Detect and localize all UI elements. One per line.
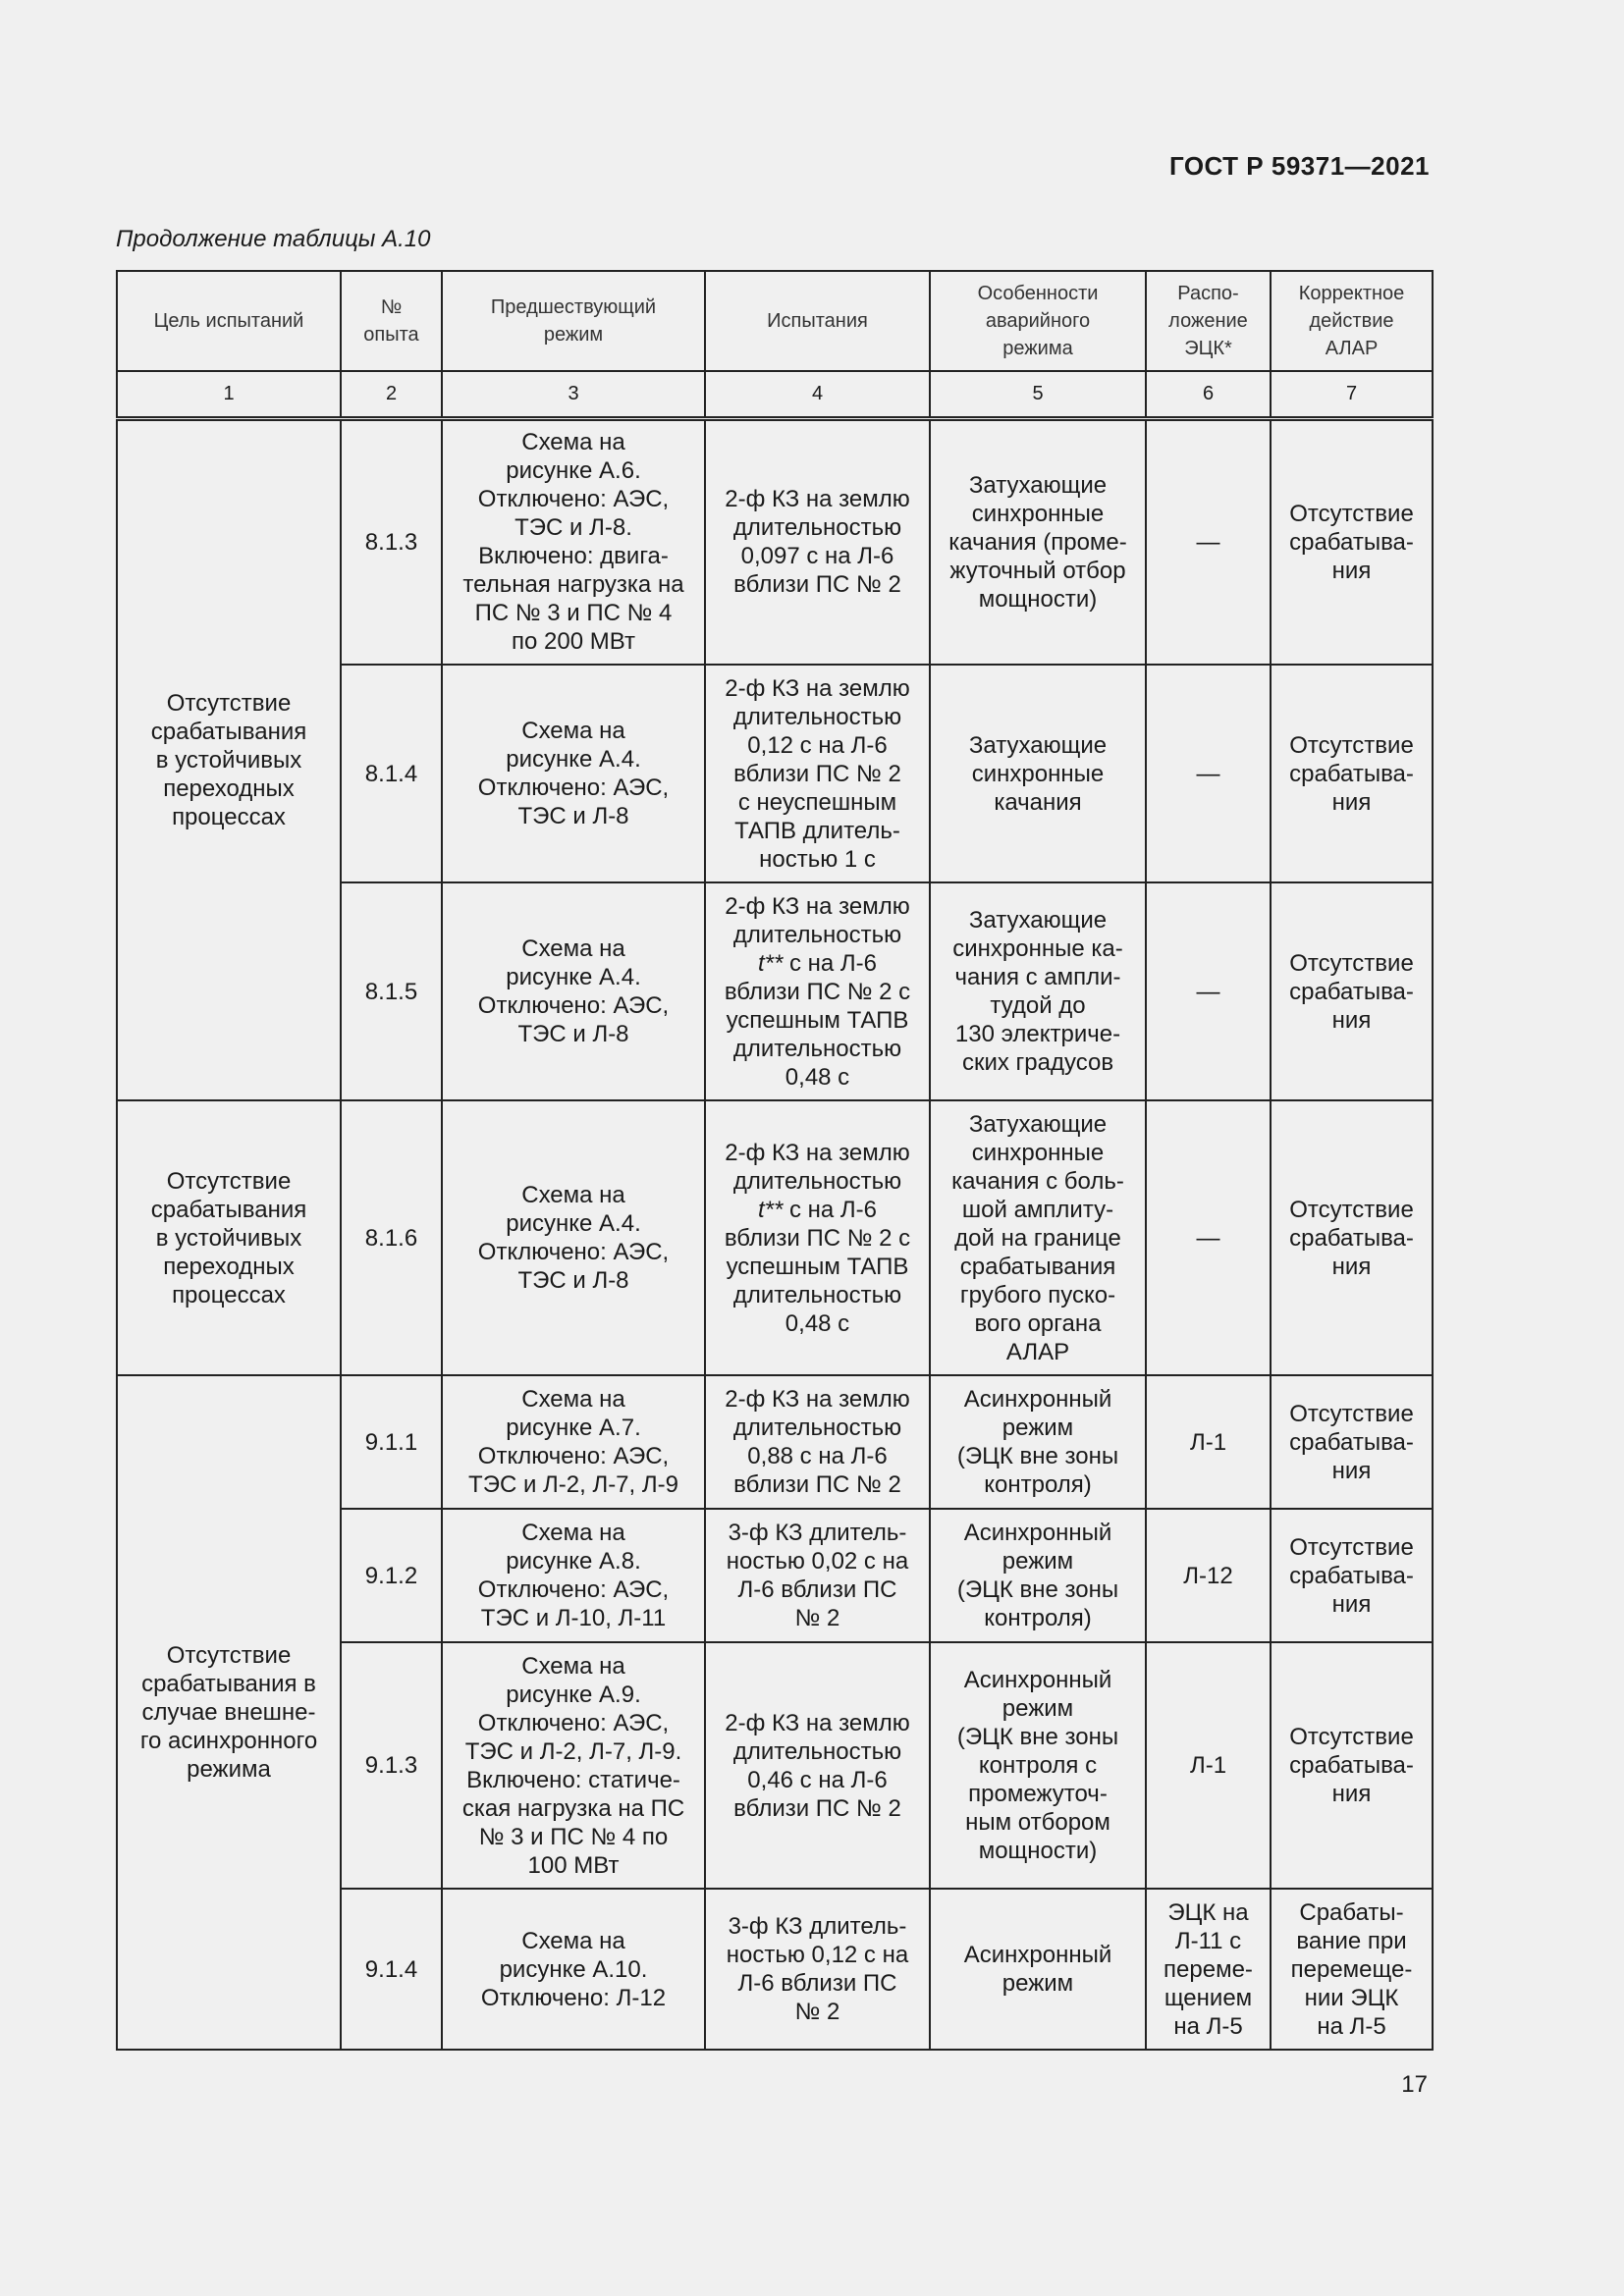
action-cell: Отсутствие срабатыва- ния (1271, 418, 1433, 665)
column-number: 2 (341, 371, 442, 418)
test-number: 8.1.4 (341, 665, 442, 882)
test-cell: 2-ф КЗ на землю длительностью 0,097 с на Л-6 вблизи ПС № 2 (705, 418, 930, 665)
features-cell: Асинхронный режим (ЭЦК вне зоны контроля) (930, 1509, 1146, 1642)
duration-symbol: t** (757, 949, 784, 977)
location-cell: — (1146, 418, 1271, 665)
column-number: 6 (1146, 371, 1271, 418)
column-number: 3 (442, 371, 705, 418)
test-number: 8.1.6 (341, 1100, 442, 1375)
test-cell: 2-ф КЗ на землю длительностью 0,88 с на Л-6 вблизи ПС № 2 (705, 1375, 930, 1509)
page-number: 17 (1401, 2071, 1428, 2098)
goal-cell: Отсутствие срабатывания в случае внешне- го асинхронного режима (117, 1375, 341, 2050)
test-number: 9.1.2 (341, 1509, 442, 1642)
features-cell: Асинхронный режим (930, 1889, 1146, 2050)
prior-mode-cell: Схема на рисунке А.8. Отключено: АЭС, ТЭС и Л-10, Л-11 (442, 1509, 705, 1642)
test-cell: 3-ф КЗ длитель- ностью 0,02 с на Л-6 вблизи ПС № 2 (705, 1509, 930, 1642)
goal-cell: Отсутствие срабатывания в устойчивых переходных процессах (117, 418, 341, 1100)
features-cell: Затухающие синхронные качания (проме- жуточный отбор мощности) (930, 418, 1146, 665)
prior-mode-cell: Схема на рисунке А.7. Отключено: АЭС, ТЭС и Л-2, Л-7, Л-9 (442, 1375, 705, 1509)
test-number: 9.1.4 (341, 1889, 442, 2050)
column-number: 1 (117, 371, 341, 418)
header-emergency-features: Особенности аварийного режима (930, 271, 1146, 371)
goal-cell: Отсутствие срабатывания в устойчивых переходных процессах (117, 1100, 341, 1375)
features-cell: Асинхронный режим (ЭЦК вне зоны контроля с промежуточ- ным отбором мощности) (930, 1642, 1146, 1889)
column-number: 5 (930, 371, 1146, 418)
action-cell: Отсутствие срабатыва- ния (1271, 1375, 1433, 1509)
header-row (117, 271, 1433, 371)
prior-mode-cell: Схема на рисунке А.4. Отключено: АЭС, ТЭС и Л-8 (442, 882, 705, 1100)
location-cell: Л-1 (1146, 1642, 1271, 1889)
action-cell: Отсутствие срабатыва- ния (1271, 1509, 1433, 1642)
test-number: 9.1.3 (341, 1642, 442, 1889)
features-cell: Асинхронный режим (ЭЦК вне зоны контроля) (930, 1375, 1146, 1509)
location-cell: — (1146, 1100, 1271, 1375)
header-goal: Цель испытаний (117, 271, 341, 371)
location-cell: ЭЦК на Л-11 с переме- щением на Л-5 (1146, 1889, 1271, 2050)
location-cell: — (1146, 665, 1271, 882)
test-cell: 2-ф КЗ на землю длительностью 0,12 с на Л-6 вблизи ПС № 2 с неуспешным ТАПВ длитель- ностью 1 с (705, 665, 930, 882)
prior-mode-cell: Схема на рисунке А.10. Отключено: Л-12 (442, 1889, 705, 2050)
table-row (117, 1375, 1433, 1509)
table-row (117, 418, 1433, 665)
header-ecc-location: Распо- ложение ЭЦК* (1146, 271, 1271, 371)
prior-mode-cell: Схема на рисунке А.9. Отключено: АЭС, ТЭС и Л-2, Л-7, Л-9. Включено: статиче- ская нагрузка на ПС № 3 и ПС № 4 по 100 МВт (442, 1642, 705, 1889)
test-number: 9.1.1 (341, 1375, 442, 1509)
table-row (117, 1100, 1433, 1375)
test-cell: 3-ф КЗ длитель- ностью 0,12 с на Л-6 вблизи ПС № 2 (705, 1889, 930, 2050)
test-number: 8.1.3 (341, 418, 442, 665)
header-prior-mode: Предшествующий режим (442, 271, 705, 371)
action-cell: Отсутствие срабатыва- ния (1271, 882, 1433, 1100)
column-number: 7 (1271, 371, 1433, 418)
document-code: ГОСТ Р 59371—2021 (1168, 151, 1430, 181)
features-cell: Затухающие синхронные качания с боль- шой амплиту- дой на границе срабатывания грубого пуско- вого органа АЛАР (930, 1100, 1146, 1375)
features-cell: Затухающие синхронные качания (930, 665, 1146, 882)
prior-mode-cell: Схема на рисунке А.4. Отключено: АЭС, ТЭС и Л-8 (442, 665, 705, 882)
header-tests: Испытания (705, 271, 930, 371)
test-table (116, 270, 1434, 2051)
location-cell: Л-12 (1146, 1509, 1271, 1642)
location-cell: — (1146, 882, 1271, 1100)
test-cell: 2-ф КЗ на землю длительностью t** с на Л-6 вблизи ПС № 2 с успешным ТАПВ длительностью 0,48 с (705, 882, 930, 1100)
action-cell: Отсутствие срабатыва- ния (1271, 1642, 1433, 1889)
location-cell: Л-1 (1146, 1375, 1271, 1509)
test-cell: 2-ф КЗ на землю длительностью t** с на Л-6 вблизи ПС № 2 с успешным ТАПВ длительностью 0,48 с (705, 1100, 930, 1375)
duration-symbol: t** (757, 1196, 784, 1223)
column-number-row (117, 371, 1433, 418)
prior-mode-cell: Схема на рисунке А.6. Отключено: АЭС, ТЭС и Л-8. Включено: двига- тельная нагрузка на ПС № 3 и ПС № 4 по 200 МВт (442, 418, 705, 665)
test-number: 8.1.5 (341, 882, 442, 1100)
header-number: № опыта (341, 271, 442, 371)
prior-mode-cell: Схема на рисунке А.4. Отключено: АЭС, ТЭС и Л-8 (442, 1100, 705, 1375)
test-cell: 2-ф КЗ на землю длительностью 0,46 с на Л-6 вблизи ПС № 2 (705, 1642, 930, 1889)
action-cell: Отсутствие срабатыва- ния (1271, 665, 1433, 882)
header-correct-action: Корректное действие АЛАР (1271, 271, 1433, 371)
action-cell: Срабаты- вание при перемеще- нии ЭЦК на Л-5 (1271, 1889, 1433, 2050)
table-caption: Продолжение таблицы А.10 (116, 226, 431, 252)
column-number: 4 (705, 371, 930, 418)
action-cell: Отсутствие срабатыва- ния (1271, 1100, 1433, 1375)
features-cell: Затухающие синхронные ка- чания с ампли- тудой до 130 электриче- ских градусов (930, 882, 1146, 1100)
